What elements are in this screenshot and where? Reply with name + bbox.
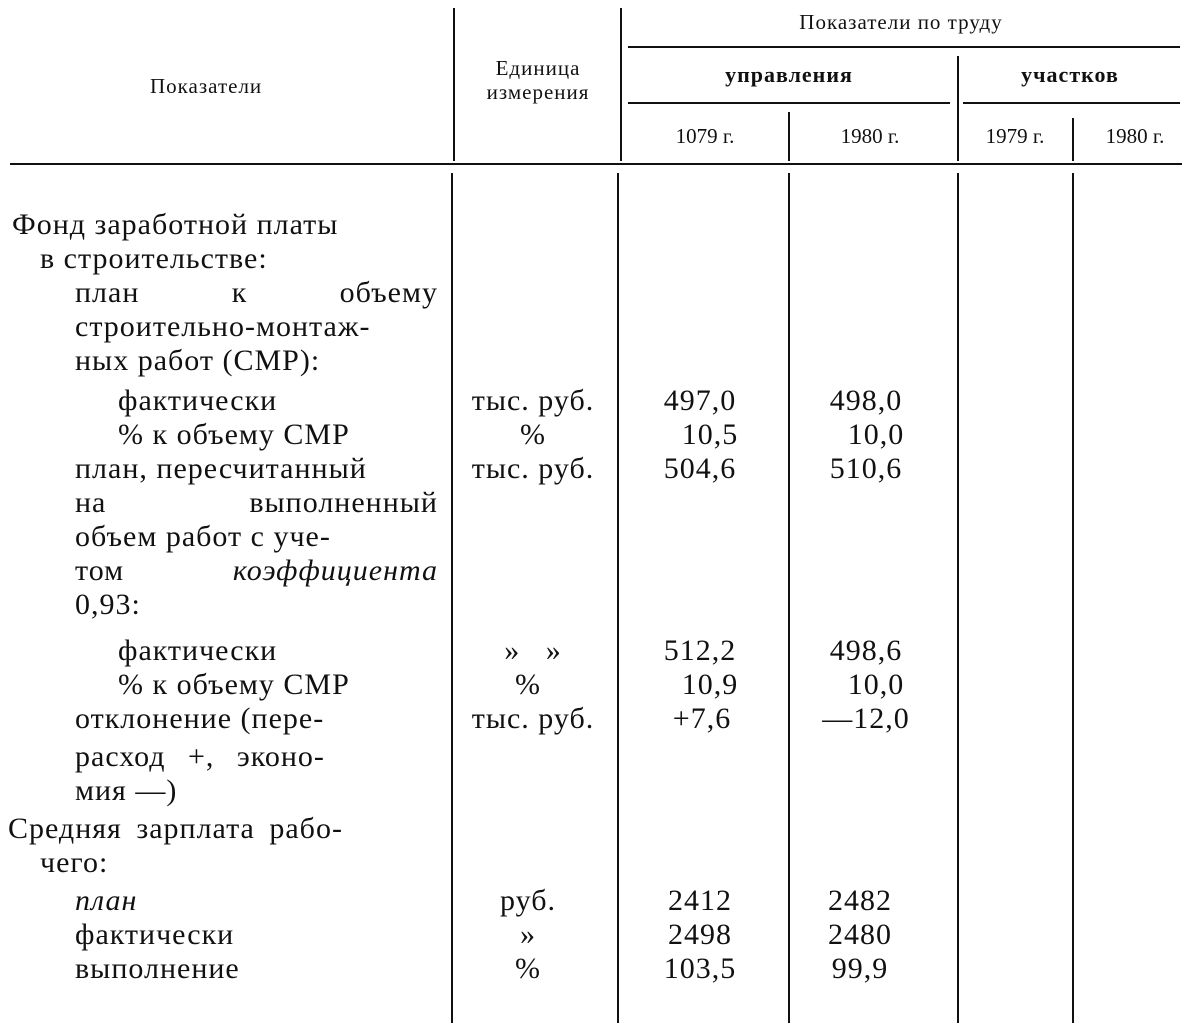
row3-exec-1980: 99,9	[831, 952, 889, 985]
recalc-line3: объем работ с уче-	[75, 520, 331, 553]
recalc-line5: 0,93:	[75, 588, 141, 621]
row3-fact-label: фактически	[75, 918, 235, 951]
plan-line1-w2: к	[231, 276, 248, 309]
dev-line3: мия —)	[75, 774, 178, 807]
header-vline-sub	[957, 56, 959, 161]
header-year-sites-2: 1980 г.	[1105, 124, 1165, 148]
header-group-title: Показатели по труду	[799, 10, 1003, 34]
header-vline-year-2	[1072, 118, 1074, 161]
recalc-line2-w2: выполненный	[249, 486, 438, 519]
body-vline-1	[451, 173, 453, 1023]
row2-dev-label: отклонение (пере-	[75, 702, 325, 735]
row2-pct-unit: %	[515, 668, 541, 701]
header-hline-sub-right	[963, 102, 1180, 104]
section2-title-line2: чего:	[40, 846, 109, 879]
row-fact-unit: тыс. руб.	[471, 384, 595, 417]
row2-dev-1980: —12,0	[822, 702, 910, 735]
row2-pct-1980: 10,0	[847, 668, 905, 701]
row-recalc-unit: тыс. руб.	[471, 452, 595, 485]
row3-plan-unit: руб.	[500, 884, 556, 917]
row-pct-1979: 10,5	[681, 418, 739, 451]
header-year-mgmt-1: 1079 г.	[675, 124, 735, 148]
row-pct-1980: 10,0	[847, 418, 905, 451]
body-vline-2	[617, 173, 619, 1023]
row-recalc-label: план, пересчитанный	[75, 452, 367, 485]
row3-fact-unit: »	[520, 918, 536, 951]
row3-plan-1980: 2482	[828, 884, 892, 917]
header-hline-group	[628, 46, 1180, 48]
header-unit-line2: измерения	[486, 80, 590, 104]
row-pct-unit: %	[520, 418, 546, 451]
body-vline-4	[957, 173, 959, 1023]
plan-line2: строительно-монтаж-	[75, 310, 371, 343]
header-hline-sub-left	[628, 102, 950, 104]
plan-line3: ных работ (СМР):	[75, 344, 321, 377]
row3-exec-1979: 103,5	[663, 952, 737, 985]
row2-fact-label: фактически	[118, 634, 278, 667]
header-vline-unit-right	[620, 8, 622, 161]
row-recalc-1979: 504,6	[663, 452, 737, 485]
row3-fact-1979: 2498	[668, 918, 732, 951]
recalc-line4	[75, 554, 438, 588]
row3-plan-label: план	[75, 884, 138, 917]
recalc-line2	[75, 486, 438, 520]
header-vline-year-1	[788, 112, 790, 161]
dev-line2: расход +, эконо-	[75, 740, 325, 773]
header-vline-unit-left	[453, 8, 455, 161]
row2-pct-1979: 10,9	[681, 668, 739, 701]
row3-fact-1980: 2480	[828, 918, 892, 951]
row-recalc-1980: 510,6	[829, 452, 903, 485]
section2-title-line1: Средняя зарплата рабо-	[8, 812, 343, 845]
body-vline-5	[1072, 173, 1074, 1023]
row2-pct-label: % к объему СМР	[118, 668, 350, 701]
row-fact-label: фактически	[118, 384, 278, 417]
row-fact-1979: 497,0	[663, 384, 737, 417]
header-sub-management: управления	[725, 62, 853, 87]
section1-title-line2: в строительстве:	[40, 242, 268, 275]
header-year-sites-1: 1979 г.	[985, 124, 1045, 148]
row3-exec-unit: %	[515, 952, 541, 985]
row-fact-1980: 498,0	[829, 384, 903, 417]
section1-title-line1	[12, 208, 438, 242]
plan-line1-w1: план	[75, 276, 140, 309]
row2-fact-1979: 512,2	[663, 634, 737, 667]
row3-exec-label: выполнение	[75, 952, 240, 985]
row2-fact-1980: 498,6	[829, 634, 903, 667]
recalc-line4-w1: том	[75, 554, 125, 587]
row2-dev-unit: тыс. руб.	[471, 702, 595, 735]
header-sub-sites: участков	[1021, 62, 1119, 87]
row-pct-label: % к объему СМР	[118, 418, 350, 451]
section1-title-text: Фонд заработной платы	[12, 208, 339, 241]
row2-dev-1979: +7,6	[672, 702, 732, 735]
row3-plan-1979: 2412	[668, 884, 732, 917]
header-bottom-rule	[10, 163, 1182, 165]
plan-line1-w3: объему	[339, 276, 438, 309]
plan-line1	[75, 276, 438, 310]
header-unit-line1: Единица	[495, 56, 581, 80]
row2-fact-unit: » »	[504, 634, 562, 667]
header-indicators: Показатели	[150, 74, 263, 98]
header-year-mgmt-2: 1980 г.	[840, 124, 900, 148]
body-vline-3	[788, 173, 790, 1023]
recalc-line4-w2: коэффициента	[232, 554, 438, 587]
recalc-line2-w1: на	[75, 486, 107, 519]
